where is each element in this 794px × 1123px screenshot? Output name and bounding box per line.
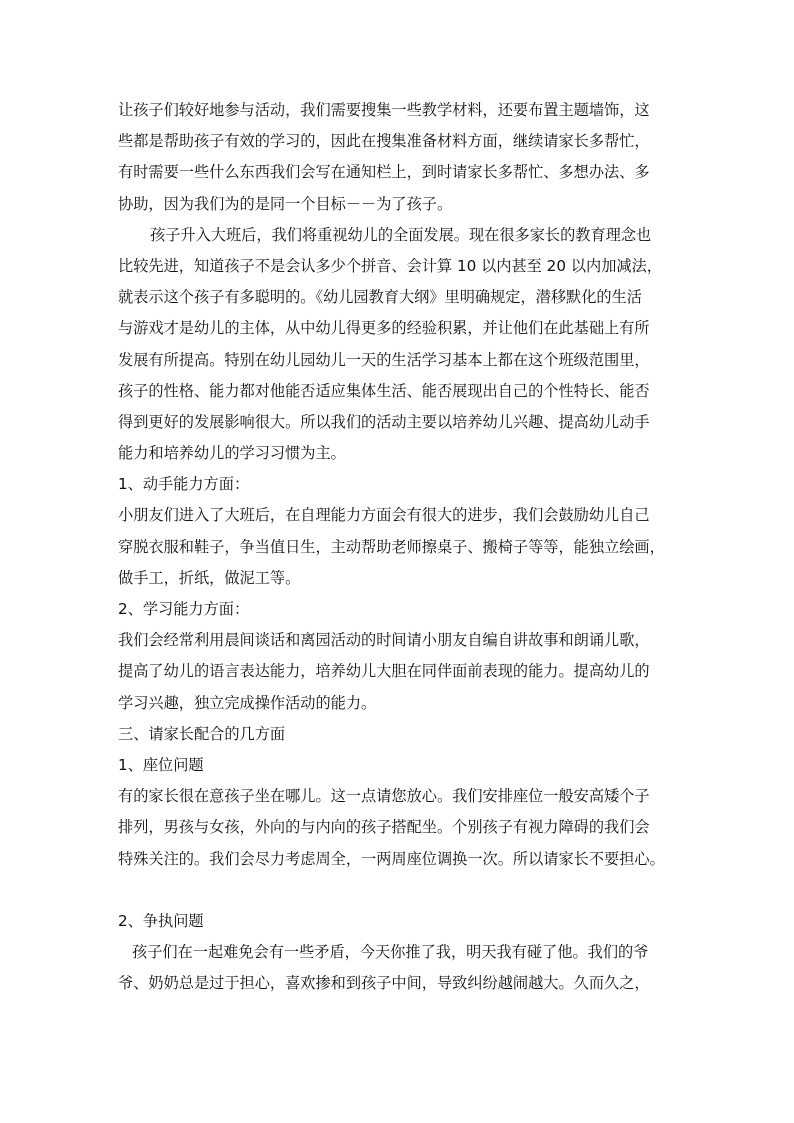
paragraph-line: 就表示这个孩子有多聪明的。《幼儿园教育大纲》里明确规定，潜移默化的生活 (118, 288, 642, 307)
paragraph-line: 排列，男孩与女孩，外向的与内向的孩子搭配坐。个别孩子有视力障碍的我们会 (118, 818, 650, 837)
paragraph-line: 能力和培养幼儿的学习习惯为主。 (118, 444, 346, 463)
paragraph-line: 与游戏才是幼儿的主体，从中幼儿得更多的经验积累，并让他们在此基础上有所 (118, 319, 650, 338)
paragraph-line: 协助，因为我们为的是同一个目标－－为了孩子。 (118, 194, 453, 213)
paragraph-line: 得到更好的发展影响很大。所以我们的活动主要以培养幼儿兴趣、提高幼儿动手 (118, 412, 650, 431)
paragraph-line: 让孩子们较好地参与活动，我们需要搜集一些教学材料，还要布置主题墙饰，这 (118, 101, 650, 119)
blank-line (118, 875, 688, 906)
paragraph-line: 孩子升入大班后，我们将重视幼儿的全面发展。现在很多家长的教育理念也 (150, 225, 652, 244)
section-heading: 2、学习能力方面： (118, 600, 250, 618)
subsection-heading: 2、争执问题 (118, 911, 204, 930)
paragraph-line: 有时需要一些什么东西我们会写在通知栏上，到时请家长多帮忙、多想办法、多 (118, 163, 650, 182)
subsection-heading: 1、座位问题 (118, 755, 204, 774)
section-heading: 1、动手能力方面： (118, 475, 250, 494)
paragraph-line: 做手工，折纸，做泥工等。 (118, 568, 301, 587)
paragraph-line: 些都是帮助孩子有效的学习的，因此在搜集准备材料方面，继续请家长多帮忙， (118, 132, 650, 151)
paragraph-line: 孩子们在一起难免会有一些矛盾，今天你推了我，明天我有碰了他。我们的爷 (132, 943, 649, 962)
section-heading: 三、请家长配合的几方面 (118, 724, 286, 743)
paragraph-line: 我们会经常利用晨间谈话和离园活动的时间请小朋友自编自讲故事和朗诵儿歌， (118, 631, 650, 650)
paragraph-line: 学习兴趣，独立完成操作活动的能力。 (118, 693, 377, 712)
paragraph-line: 特殊关注的。我们会尽力考虑周全，一两周座位调换一次。所以请家长不要担心。 (118, 849, 665, 868)
paragraph-line: 孩子的性格、能力都对他能否适应集体生活、能否展现出自己的个性特长、能否 (118, 381, 650, 400)
paragraph-line: 比较先进，知道孩子不是会认多少个拼音、会计算 10 以内甚至 20 以内加减法， (118, 256, 662, 275)
paragraph-line: 有的家长很在意孩子坐在哪儿。这一点请您放心。我们安排座位一般安高矮个子 (118, 787, 650, 806)
paragraph-line: 爷、奶奶总是过于担心，喜欢掺和到孩子中间，导致纠纷越闹越大。久而久之， (118, 974, 650, 993)
paragraph-line: 小朋友们进入了大班后，在自理能力方面会有很大的进步，我们会鼓励幼儿自己 (118, 506, 650, 525)
document-page (118, 95, 688, 999)
paragraph-line: 穿脱衣服和鞋子，争当值日生，主动帮助老师擦桌子、搬椅子等等，能独立绘画， (118, 537, 665, 556)
paragraph-line: 发展有所提高。特别在幼儿园幼儿一天的生活学习基本上都在这个班级范围里， (118, 350, 650, 369)
paragraph-line: 提高了幼儿的语言表达能力，培养幼儿大胆在同伴面前表现的能力。提高幼儿的 (118, 662, 650, 681)
